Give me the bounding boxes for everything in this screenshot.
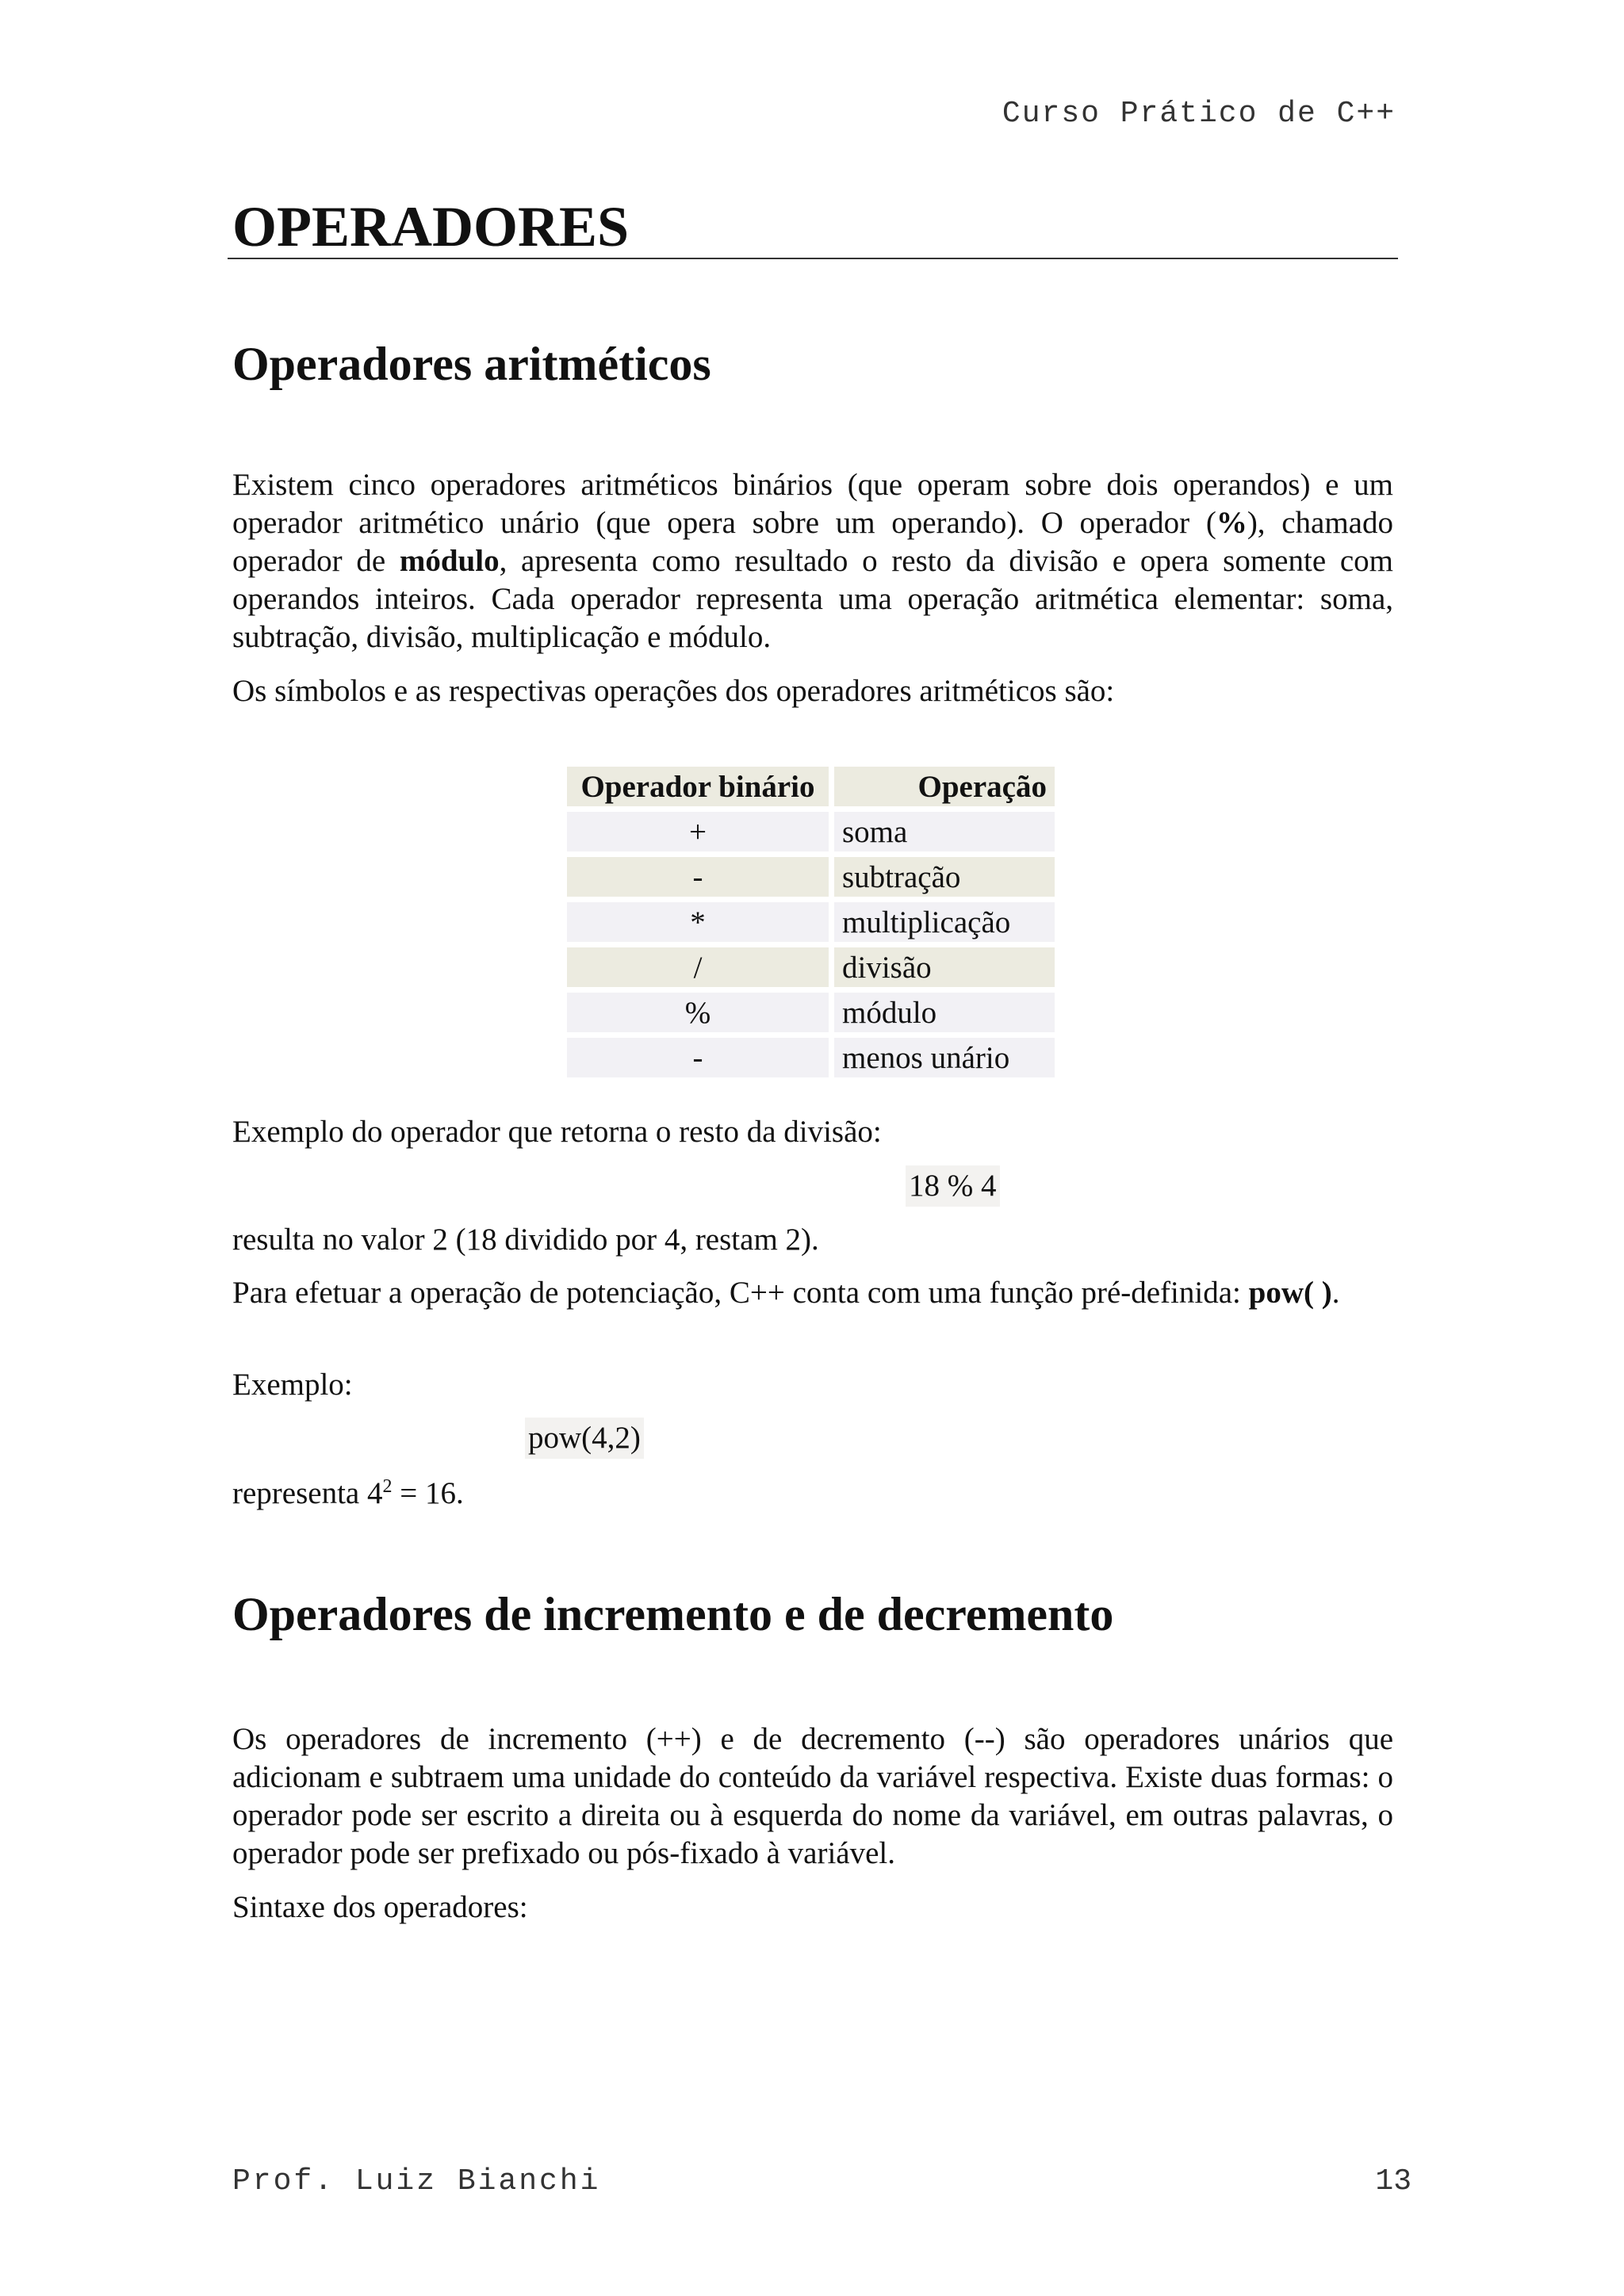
- page-number: 13: [1375, 2164, 1411, 2198]
- paragraph-power: Para efetuar a operação de potenciação, C++ conta com uma função pré-definida: pow( ).: [232, 1276, 1340, 1310]
- table-cell-symbol: -: [567, 1038, 829, 1077]
- section-title-arithmetic: Operadores aritméticos: [232, 338, 711, 390]
- code-example-pow: pow(4,2): [525, 1418, 644, 1459]
- table-row: [567, 902, 1055, 942]
- paragraph-increment: Os operadores de incremento (++) e de decremento (--) são operadores unários que adicionam e subtraem uma unidade do conteúdo da variável respectiva. Existe duas formas: o operador pode ser escrito a direita ou à esquerda do nome da variável, em outras palavras, o operador pode ser prefixado ou pós-fixado à variável.: [232, 1722, 1393, 1870]
- table-cell-symbol: %: [567, 993, 829, 1032]
- paragraph-modulo-example: Exemplo do operador que retorna o resto da divisão:: [232, 1115, 882, 1149]
- table-cell-symbol: -: [567, 857, 829, 897]
- footer-author: Prof. Luiz Bianchi: [232, 2164, 601, 2198]
- paragraph-modulo-result: resulta no valor 2 (18 dividido por 4, restam 2).: [232, 1223, 819, 1257]
- paragraph-intro: Existem cinco operadores aritméticos binários (que operam sobre dois operandos) e um operador aritmético unário (que opera sobre um operando). O operador (%), chamado operador de módulo, apresenta como resultado o resto da divisão e opera somente com operandos inteiros. Cada operador representa uma operação aritmética elementar: soma, subtração, divisão, multiplicação e módulo.: [232, 468, 1394, 654]
- table-cell-operation: multiplicação: [834, 902, 1055, 942]
- table-row: [567, 947, 1055, 987]
- table-row: [567, 1038, 1055, 1077]
- paragraph-syntax-label: Sintaxe dos operadores:: [232, 1890, 528, 1924]
- section-title-increment: Operadores de incremento e de decremento: [232, 1588, 1114, 1640]
- table-cell-operation: módulo: [834, 993, 1055, 1032]
- table-cell-symbol: /: [567, 947, 829, 987]
- table-header-row: [567, 767, 1055, 806]
- table-cell-operation: subtração: [834, 857, 1055, 897]
- chapter-title: OPERADORES: [232, 195, 630, 258]
- table-row: [567, 812, 1055, 851]
- table-cell-operation: menos unário: [834, 1038, 1055, 1077]
- running-header: Curso Prático de C++: [1002, 97, 1396, 131]
- paragraph-example-label: Exemplo:: [232, 1368, 353, 1402]
- table-cell-symbol: +: [567, 812, 829, 851]
- paragraph-symbols-intro: Os símbolos e as respectivas operações dos operadores aritméticos são:: [232, 674, 1115, 708]
- table-cell-operation: soma: [834, 812, 1055, 851]
- paragraph-pow-result: representa $4^2 = 16$.: [232, 1476, 464, 1510]
- operators-table: [561, 761, 1060, 1083]
- table-header-operation: Operação: [834, 767, 1055, 806]
- table-row: [567, 857, 1055, 897]
- chapter-divider: [228, 258, 1398, 259]
- code-example-modulo: 18 % 4: [906, 1165, 1000, 1207]
- table-row: [567, 993, 1055, 1032]
- table-header-operator: Operador binário: [567, 767, 829, 806]
- table-cell-operation: divisão: [834, 947, 1055, 987]
- table-cell-symbol: *: [567, 902, 829, 942]
